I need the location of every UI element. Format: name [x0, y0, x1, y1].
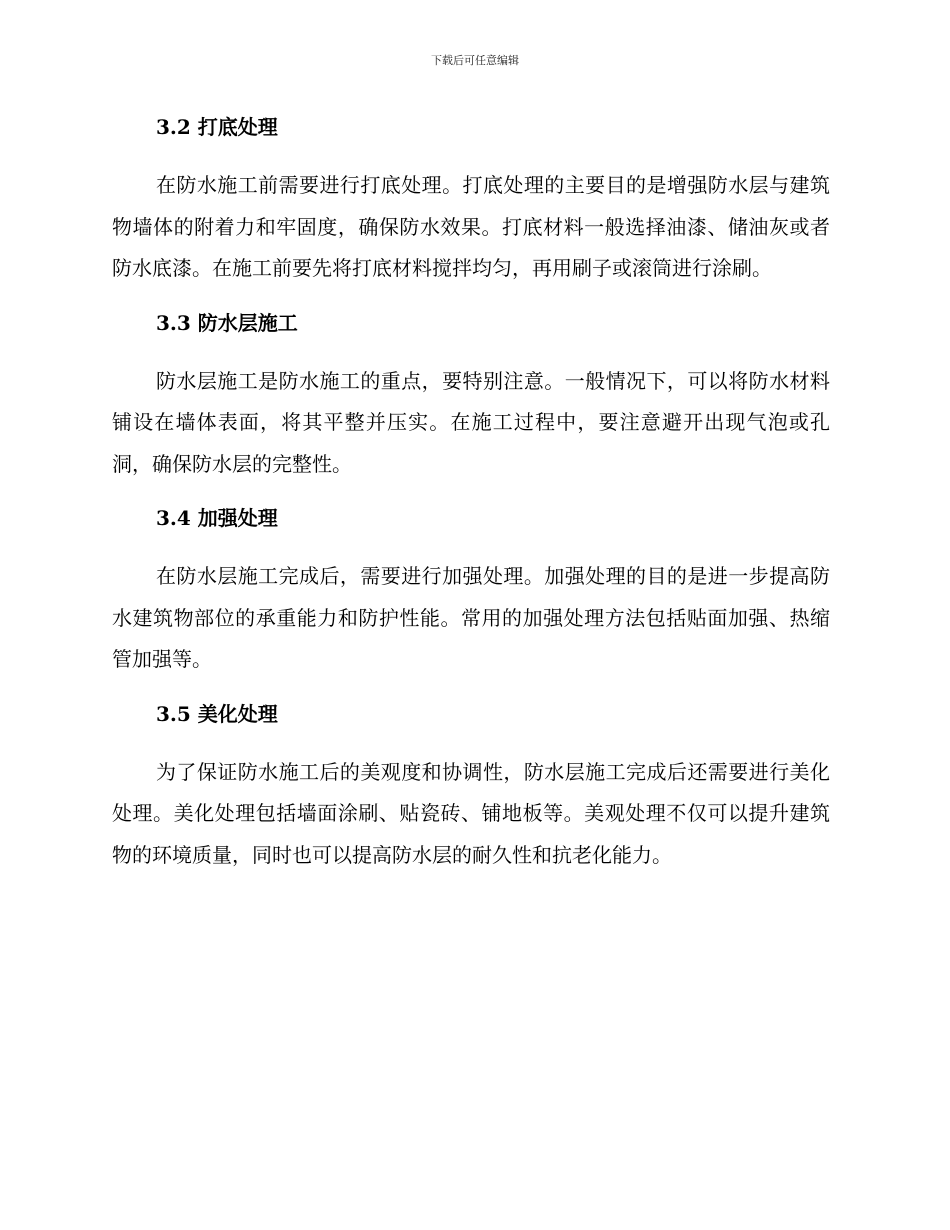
page-header-note: 下载后可任意编辑: [431, 54, 519, 67]
section-paragraph-3-4: 在防水层施工完成后，需要进行加强处理。加强处理的目的是进一步提高防水建筑物部位的承重能力和防护性能。常用的加强处理方法包括贴面加强、热缩管加强等。: [112, 564, 830, 671]
section-heading-3-2: 3.2 打底处理: [156, 115, 278, 139]
section-heading-3-4: 3.4 加强处理: [156, 506, 278, 530]
section-paragraph-3-2: 在防水施工前需要进行打底处理。打底处理的主要目的是增强防水层与建筑物墙体的附着力和牢固度，确保防水效果。打底材料一般选择油漆、储油灰或者防水底漆。在施工前要先将打底材料搅拌均匀，再用刷子或滚筒进行涂刷。: [112, 173, 830, 280]
section-paragraph-3-5: 为了保证防水施工后的美观度和协调性，防水层施工完成后还需要进行美化处理。美化处理包括墙面涂刷、贴瓷砖、铺地板等。美观处理不仅可以提升建筑物的环境质量，同时也可以提高防水层的耐久性和抗老化能力。: [112, 759, 830, 867]
section-heading-3-5: 3.5 美化处理: [156, 701, 278, 726]
document-body: [112, 110, 830, 876]
section-paragraph-3-3: 防水层施工是防水施工的重点，要特别注意。一般情况下，可以将防水材料铺设在墙体表面，将其平整并压实。在施工过程中，要注意避开出现气泡或孔洞，确保防水层的完整性。: [112, 368, 830, 476]
section-heading-3-3: 3.3 防水层施工: [156, 310, 298, 335]
